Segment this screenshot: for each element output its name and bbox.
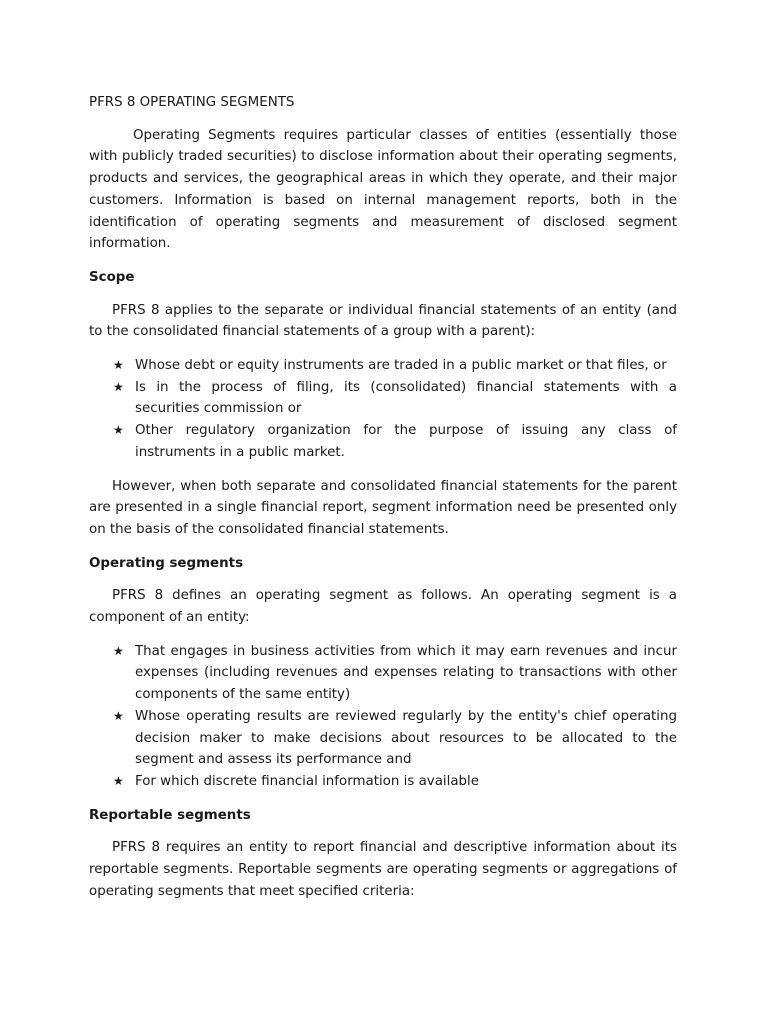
list-item-text: For which discrete financial information is available [135,773,480,789]
reportable-segments-paragraph: PFRS 8 requires an entity to report financial and descriptive information about its reportable segments. Reportable segments are operating segments or aggregations of operating segments that meet specified criteria: [89,840,677,899]
reportable-segments-heading: Reportable segments [89,807,251,823]
star-bullet-icon: ★ [113,773,124,788]
star-bullet-icon: ★ [113,423,124,438]
list-item [89,641,677,706]
operating-bullet-list [89,641,677,793]
intro-paragraph: Operating Segments requires particular classes of entities (essentially those with publicly traded securities) to disclose information about their operating segments, products and services, the geographical areas in which they operate, and their major customers. Information is based on internal management reports, both in the identification of operating segments and measurement of disclosed segment information. [89,127,677,252]
star-bullet-icon: ★ [113,643,124,658]
document-body [89,92,677,915]
scope-paragraph: PFRS 8 applies to the separate or individual financial statements of an entity (and to the consolidated financial statements of a group with a parent): [89,302,677,340]
list-item-text: Whose debt or equity instruments are traded in a public market or that files, or [135,358,667,374]
list-item-text: Other regulatory organization for the purpose of issuing any class of instruments in a public market. [135,423,677,460]
operating-segments-heading: Operating segments [89,555,244,571]
list-item-text: Is in the process of filing, its (consolidated) financial statements with a securities commission or [135,379,677,417]
document-title: PFRS 8 OPERATING SEGMENTS [89,95,295,110]
scope-bullet-list [89,355,677,464]
star-bullet-icon: ★ [113,379,124,394]
operating-segments-paragraph: PFRS 8 defines an operating segment as follows. An operating segment is a component of an entity: [89,588,677,626]
scope-heading: Scope [89,269,135,285]
list-item [89,355,677,377]
list-item-text: Whose operating results are reviewed regularly by the entity's chief operating decision maker to make decisions about resources to be allocated to the segment and assess its performance and [135,708,677,768]
list-item-text: That engages in business activities from which it may earn revenues and incur expenses (including revenues and expenses relating to transactions with other components of the same entity) [135,643,677,703]
list-item [89,377,677,420]
list-item [89,771,677,793]
list-item [89,706,677,771]
scope-followup-paragraph: However, when both separate and consolidated financial statements for the parent are presented in a single financial report, segment information need be presented only on the basis of the consolidated financial statements. [89,478,677,537]
list-item [89,420,677,463]
star-bullet-icon: ★ [113,358,124,373]
star-bullet-icon: ★ [113,708,124,723]
